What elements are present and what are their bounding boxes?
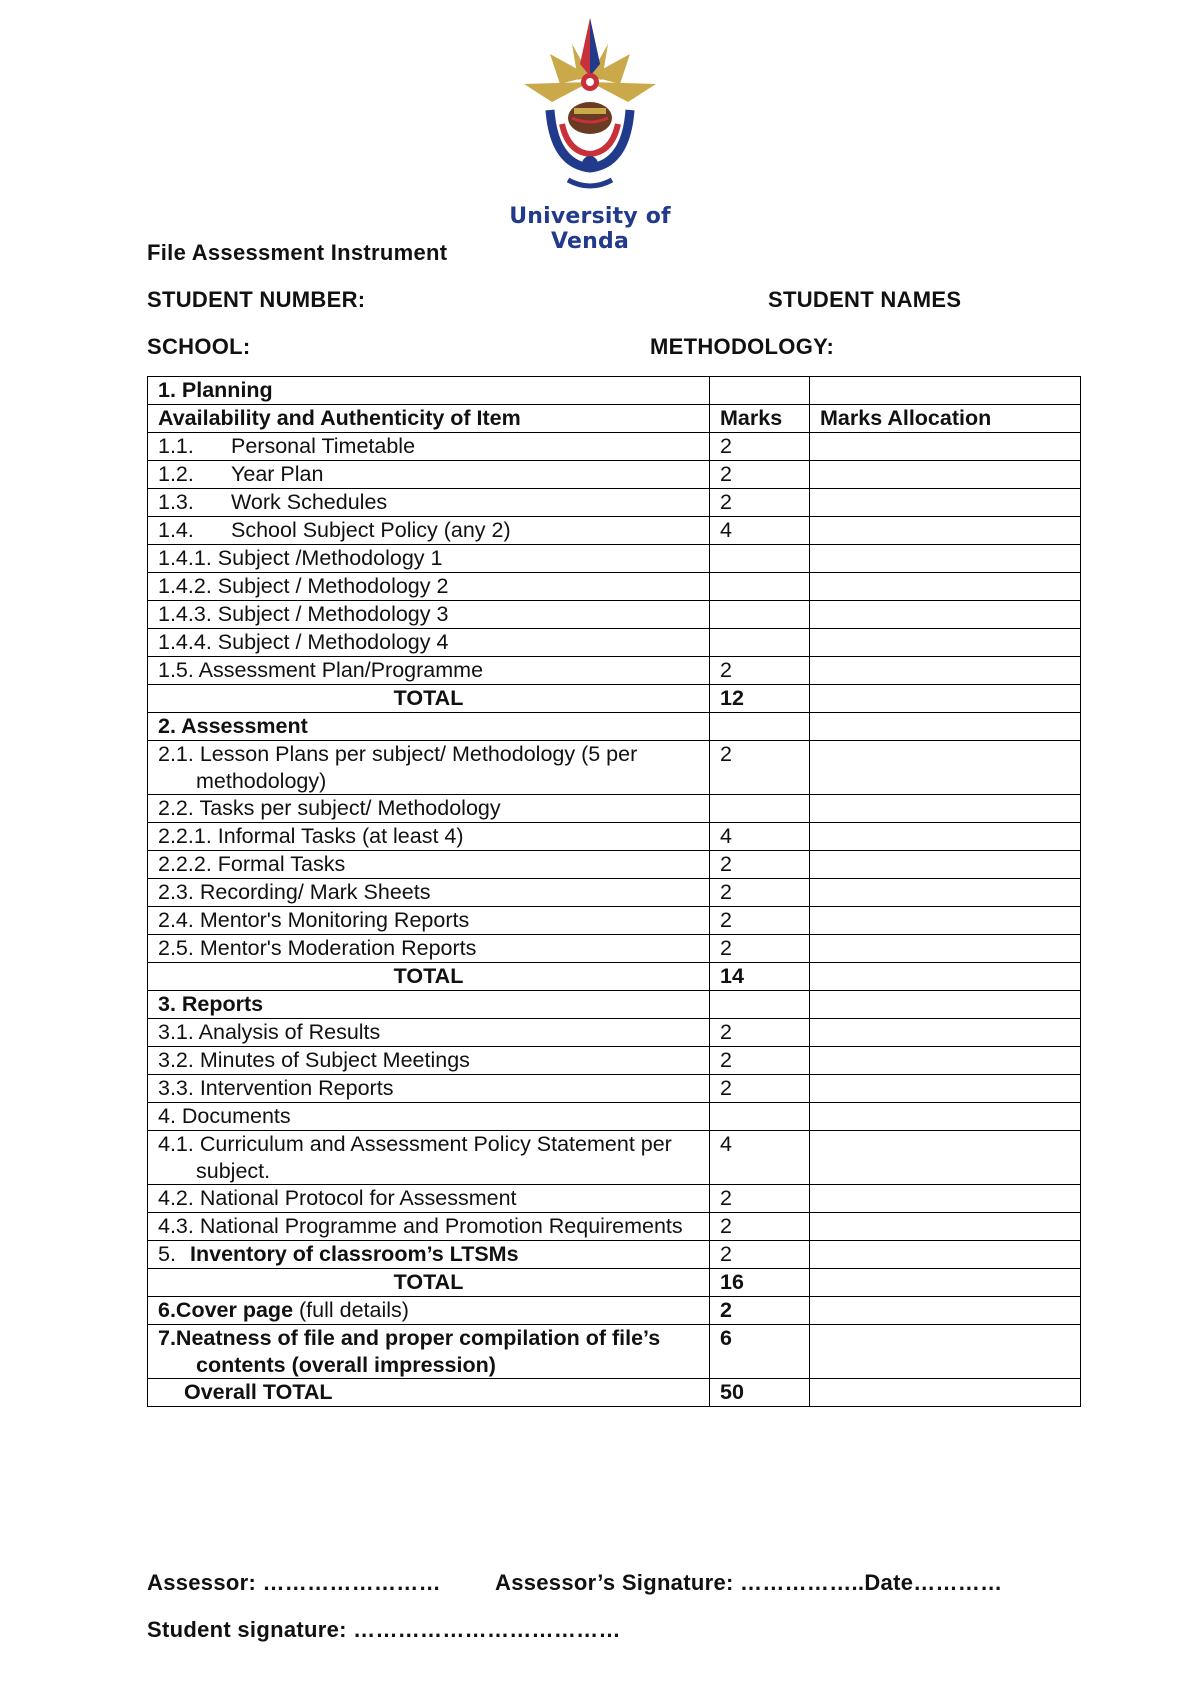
item-label: 2.2.1. Informal Tasks (at least 4) xyxy=(148,823,710,851)
allocation-cell xyxy=(810,1379,1081,1407)
table-row xyxy=(148,517,1081,545)
allocation-cell xyxy=(810,629,1081,657)
table-row xyxy=(148,823,1081,851)
section-heading: 3. Reports xyxy=(148,991,710,1019)
allocation-cell xyxy=(810,879,1081,907)
table-header-row xyxy=(148,405,1081,433)
table-row xyxy=(148,795,1081,823)
item-label: 2.2. Tasks per subject/ Methodology xyxy=(148,795,710,823)
overall-total-label: Overall TOTAL xyxy=(148,1379,710,1407)
table-row xyxy=(148,741,1081,795)
table-row xyxy=(148,1103,1081,1131)
methodology-label: METHODOLOGY: xyxy=(650,334,835,359)
assessment-table xyxy=(147,376,1081,1407)
allocation-cell xyxy=(810,1325,1081,1379)
university-name: University of Venda xyxy=(509,204,671,254)
column-header-allocation: Marks Allocation xyxy=(810,405,1081,433)
allocation-cell xyxy=(810,1269,1081,1297)
item-marks: 2 xyxy=(710,1241,810,1269)
table-row xyxy=(148,461,1081,489)
column-header-marks: Marks xyxy=(710,405,810,433)
item-marks: 2 xyxy=(710,461,810,489)
item-marks: 2 xyxy=(710,907,810,935)
item-label: 4.1. Curriculum and Assessment Policy Statement per subject. xyxy=(158,1132,672,1183)
item-number: 1.4. xyxy=(158,518,194,542)
allocation-cell xyxy=(810,935,1081,963)
item-label: 6.Cover page xyxy=(158,1298,294,1322)
table-row xyxy=(148,573,1081,601)
total-marks: 14 xyxy=(710,963,810,991)
item-number: 1.1. xyxy=(158,434,194,458)
overall-total-marks: 50 xyxy=(710,1379,810,1407)
allocation-cell xyxy=(810,907,1081,935)
table-row xyxy=(148,657,1081,685)
item-label: 1.4.3. Subject / Methodology 3 xyxy=(148,601,710,629)
item-marks: 2 xyxy=(710,935,810,963)
university-logo xyxy=(470,14,710,254)
assessor-line: Assessor: …………………… xyxy=(147,1570,441,1595)
allocation-cell xyxy=(810,517,1081,545)
item-marks: 2 xyxy=(710,741,810,795)
item-marks: 2 xyxy=(710,879,810,907)
item-label: 4.2. National Protocol for Assessment xyxy=(148,1185,710,1213)
item-label: 7.Neatness of file and proper compilation of file’s contents (overall impression) xyxy=(158,1326,661,1377)
table-row xyxy=(148,1075,1081,1103)
item-marks: 2 xyxy=(710,1047,810,1075)
table-row xyxy=(148,991,1081,1019)
item-label: 2.5. Mentor's Moderation Reports xyxy=(148,935,710,963)
allocation-cell xyxy=(810,741,1081,795)
section-heading: 4. Documents xyxy=(148,1103,710,1131)
allocation-cell xyxy=(810,573,1081,601)
item-label: 1.5. Assessment Plan/Programme xyxy=(148,657,710,685)
item-label: 3.3. Intervention Reports xyxy=(148,1075,710,1103)
allocation-cell xyxy=(810,1019,1081,1047)
allocation-cell xyxy=(810,1047,1081,1075)
table-row xyxy=(148,1325,1081,1379)
allocation-cell xyxy=(810,851,1081,879)
allocation-cell xyxy=(810,657,1081,685)
table-row xyxy=(148,935,1081,963)
total-label: TOTAL xyxy=(148,685,710,713)
allocation-cell xyxy=(810,1075,1081,1103)
item-marks: 2 xyxy=(710,433,810,461)
item-label: Work Schedules xyxy=(231,490,388,514)
item-number: 1.2. xyxy=(158,462,194,486)
item-label: 1.4.2. Subject / Methodology 2 xyxy=(148,573,710,601)
item-marks: 2 xyxy=(710,1297,810,1325)
allocation-cell xyxy=(810,1241,1081,1269)
item-number: 5. xyxy=(158,1242,176,1266)
student-names-label: STUDENT NAMES xyxy=(768,287,962,312)
table-row xyxy=(148,629,1081,657)
item-marks: 2 xyxy=(710,851,810,879)
item-marks: 4 xyxy=(710,1131,810,1185)
allocation-cell xyxy=(810,489,1081,517)
section-heading: 1. Planning xyxy=(148,377,710,405)
table-row xyxy=(148,601,1081,629)
table-row xyxy=(148,1019,1081,1047)
table-row xyxy=(148,1241,1081,1269)
table-row xyxy=(148,851,1081,879)
allocation-cell xyxy=(810,433,1081,461)
total-marks: 12 xyxy=(710,685,810,713)
item-marks: 2 xyxy=(710,1213,810,1241)
page-title: File Assessment Instrument xyxy=(147,240,448,265)
table-row xyxy=(148,1131,1081,1185)
item-marks: 4 xyxy=(710,823,810,851)
item-label: 2.2.2. Formal Tasks xyxy=(148,851,710,879)
item-marks: 2 xyxy=(710,1185,810,1213)
column-header-item: Availability and Authenticity of Item xyxy=(148,405,710,433)
table-row xyxy=(148,1047,1081,1075)
total-label: TOTAL xyxy=(148,1269,710,1297)
allocation-cell xyxy=(810,545,1081,573)
item-label: Inventory of classroom’s LTSMs xyxy=(190,1242,519,1266)
overall-total-row xyxy=(148,1379,1081,1407)
section-heading: 2. Assessment xyxy=(148,713,710,741)
item-marks: 6 xyxy=(710,1325,810,1379)
allocation-cell xyxy=(810,1297,1081,1325)
total-marks: 16 xyxy=(710,1269,810,1297)
item-marks: 2 xyxy=(710,657,810,685)
total-row xyxy=(148,685,1081,713)
item-label: 1.4.1. Subject /Methodology 1 xyxy=(148,545,710,573)
item-marks: 2 xyxy=(710,1019,810,1047)
item-label: Year Plan xyxy=(231,462,324,486)
allocation-cell xyxy=(810,601,1081,629)
university-crest-icon xyxy=(510,14,670,202)
table-row xyxy=(148,1297,1081,1325)
table-row xyxy=(148,433,1081,461)
item-label: 1.4.4. Subject / Methodology 4 xyxy=(148,629,710,657)
table-row xyxy=(148,879,1081,907)
assessor-signature-line: Assessor’s Signature: ……………..Date………… xyxy=(495,1570,1003,1595)
item-label: School Subject Policy (any 2) xyxy=(231,518,511,542)
total-label: TOTAL xyxy=(148,963,710,991)
item-label: 2.1. Lesson Plans per subject/ Methodology (5 per methodology) xyxy=(158,742,638,793)
item-label: 3.2. Minutes of Subject Meetings xyxy=(148,1047,710,1075)
table-row xyxy=(148,489,1081,517)
item-label: 4.3. National Programme and Promotion Requirements xyxy=(158,1214,683,1238)
item-marks: 2 xyxy=(710,1075,810,1103)
item-marks: 4 xyxy=(710,517,810,545)
allocation-cell xyxy=(810,1131,1081,1185)
allocation-cell xyxy=(810,1213,1081,1241)
item-label: Personal Timetable xyxy=(231,434,416,458)
table-row xyxy=(148,377,1081,405)
item-detail: (full details) xyxy=(293,1298,409,1322)
table-row xyxy=(148,1213,1081,1241)
allocation-cell xyxy=(810,1185,1081,1213)
total-row xyxy=(148,1269,1081,1297)
allocation-cell xyxy=(810,963,1081,991)
allocation-cell xyxy=(810,795,1081,823)
school-label: SCHOOL: xyxy=(147,334,251,359)
item-label: 2.4. Mentor's Monitoring Reports xyxy=(148,907,710,935)
allocation-cell xyxy=(810,461,1081,489)
item-label: 3.1. Analysis of Results xyxy=(148,1019,710,1047)
table-row xyxy=(148,1185,1081,1213)
table-row xyxy=(148,713,1081,741)
table-row xyxy=(148,545,1081,573)
total-row xyxy=(148,963,1081,991)
item-label: 2.3. Recording/ Mark Sheets xyxy=(148,879,710,907)
student-number-label: STUDENT NUMBER: xyxy=(147,287,366,312)
item-number: 1.3. xyxy=(158,490,194,514)
item-marks: 2 xyxy=(710,489,810,517)
student-signature-line: Student signature: ……………………………… xyxy=(147,1617,621,1642)
allocation-cell xyxy=(810,823,1081,851)
table-row xyxy=(148,907,1081,935)
allocation-cell xyxy=(810,685,1081,713)
